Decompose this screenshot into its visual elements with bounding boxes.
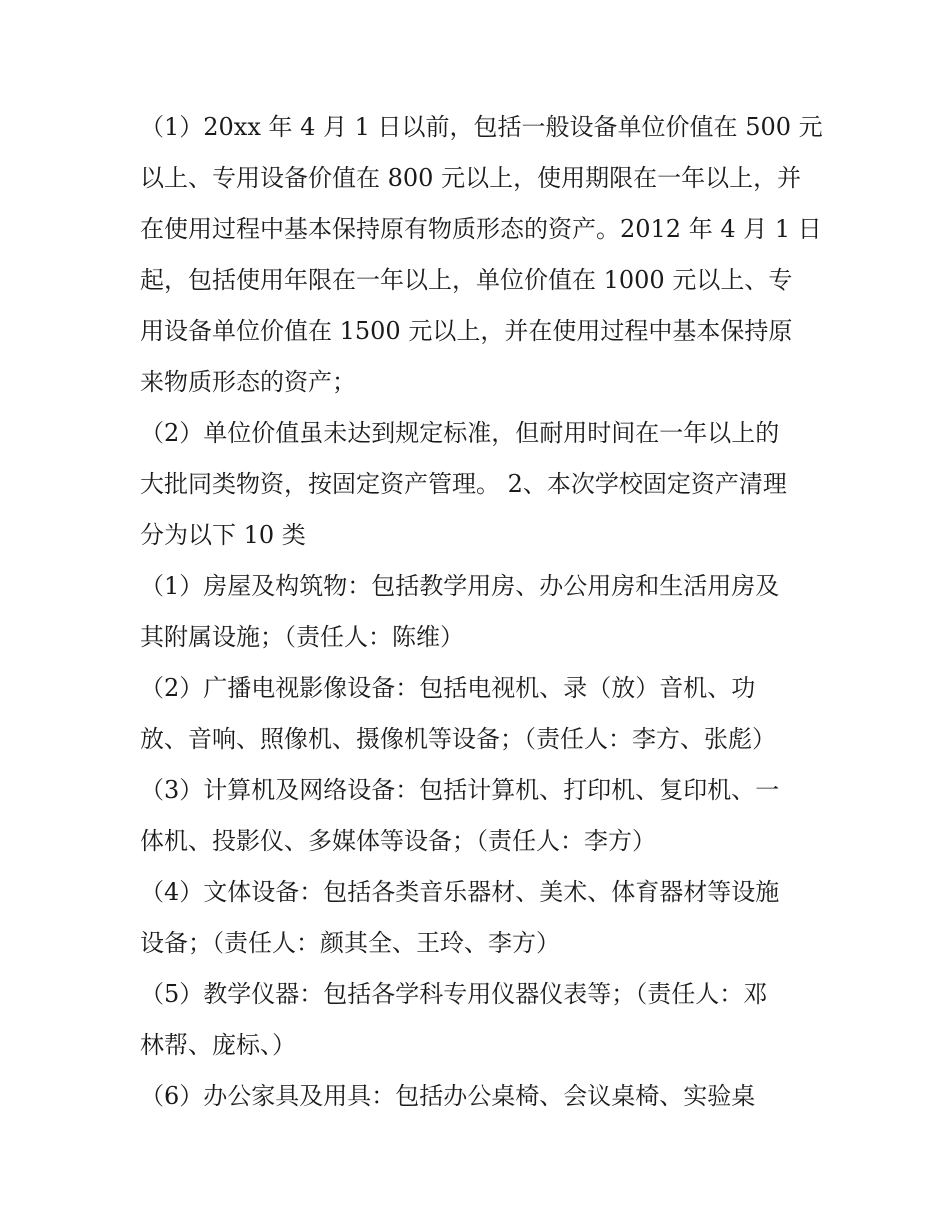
text-line: （2）广播电视影像设备：包括电视机、录（放）音机、功 [140,674,756,702]
text-line: 用设备单位价值在 1500 元以上，并在使用过程中基本保持原 [140,317,793,345]
text-line: （4）文体设备：包括各类音乐器材、美术、体育器材等设施 [140,878,780,906]
text-line: 以上、专用设备价值在 800 元以上，使用期限在一年以上，并 [140,164,802,192]
text-line: 起，包括使用年限在一年以上，单位价值在 1000 元以上、专 [140,266,793,294]
text-line: 其附属设施；（责任人：陈维） [140,623,464,651]
text-line: （1）房屋及构筑物：包括教学用房、办公用房和生活用房及 [140,572,780,600]
text-line: 放、音响、照像机、摄像机等设备；（责任人：李方、张彪） [140,725,776,753]
text-line: 在使用过程中基本保持原有物质形态的资产。2012 年 4 月 1 日 [140,215,822,243]
text-line: 林帮、庞标、） [140,1031,296,1059]
text-line: （3）计算机及网络设备：包括计算机、打印机、复印机、一 [140,776,780,804]
text-line: 设备；（责任人：颜其全、王玲、李方） [140,929,560,957]
text-line: （6）办公家具及用具：包括办公桌椅、会议桌椅、实验桌 [140,1082,756,1110]
text-line: 来物质形态的资产； [140,368,356,396]
text-line: 大批同类物资，按固定资产管理。 2、本次学校固定资产清理 [140,470,787,498]
text-line: （2）单位价值虽未达到规定标准，但耐用时间在一年以上的 [140,419,780,447]
text-line: （1）20xx 年 4 月 1 日以前，包括一般设备单位价值在 500 元 [140,113,823,141]
text-line: 分为以下 10 类 [140,521,306,549]
document-body [140,102,823,1122]
text-line: 体机、投影仪、多媒体等设备；（责任人：李方） [140,827,656,855]
text-line: （5）教学仪器：包括各学科专用仪器仪表等；（责任人：邓 [140,980,768,1008]
